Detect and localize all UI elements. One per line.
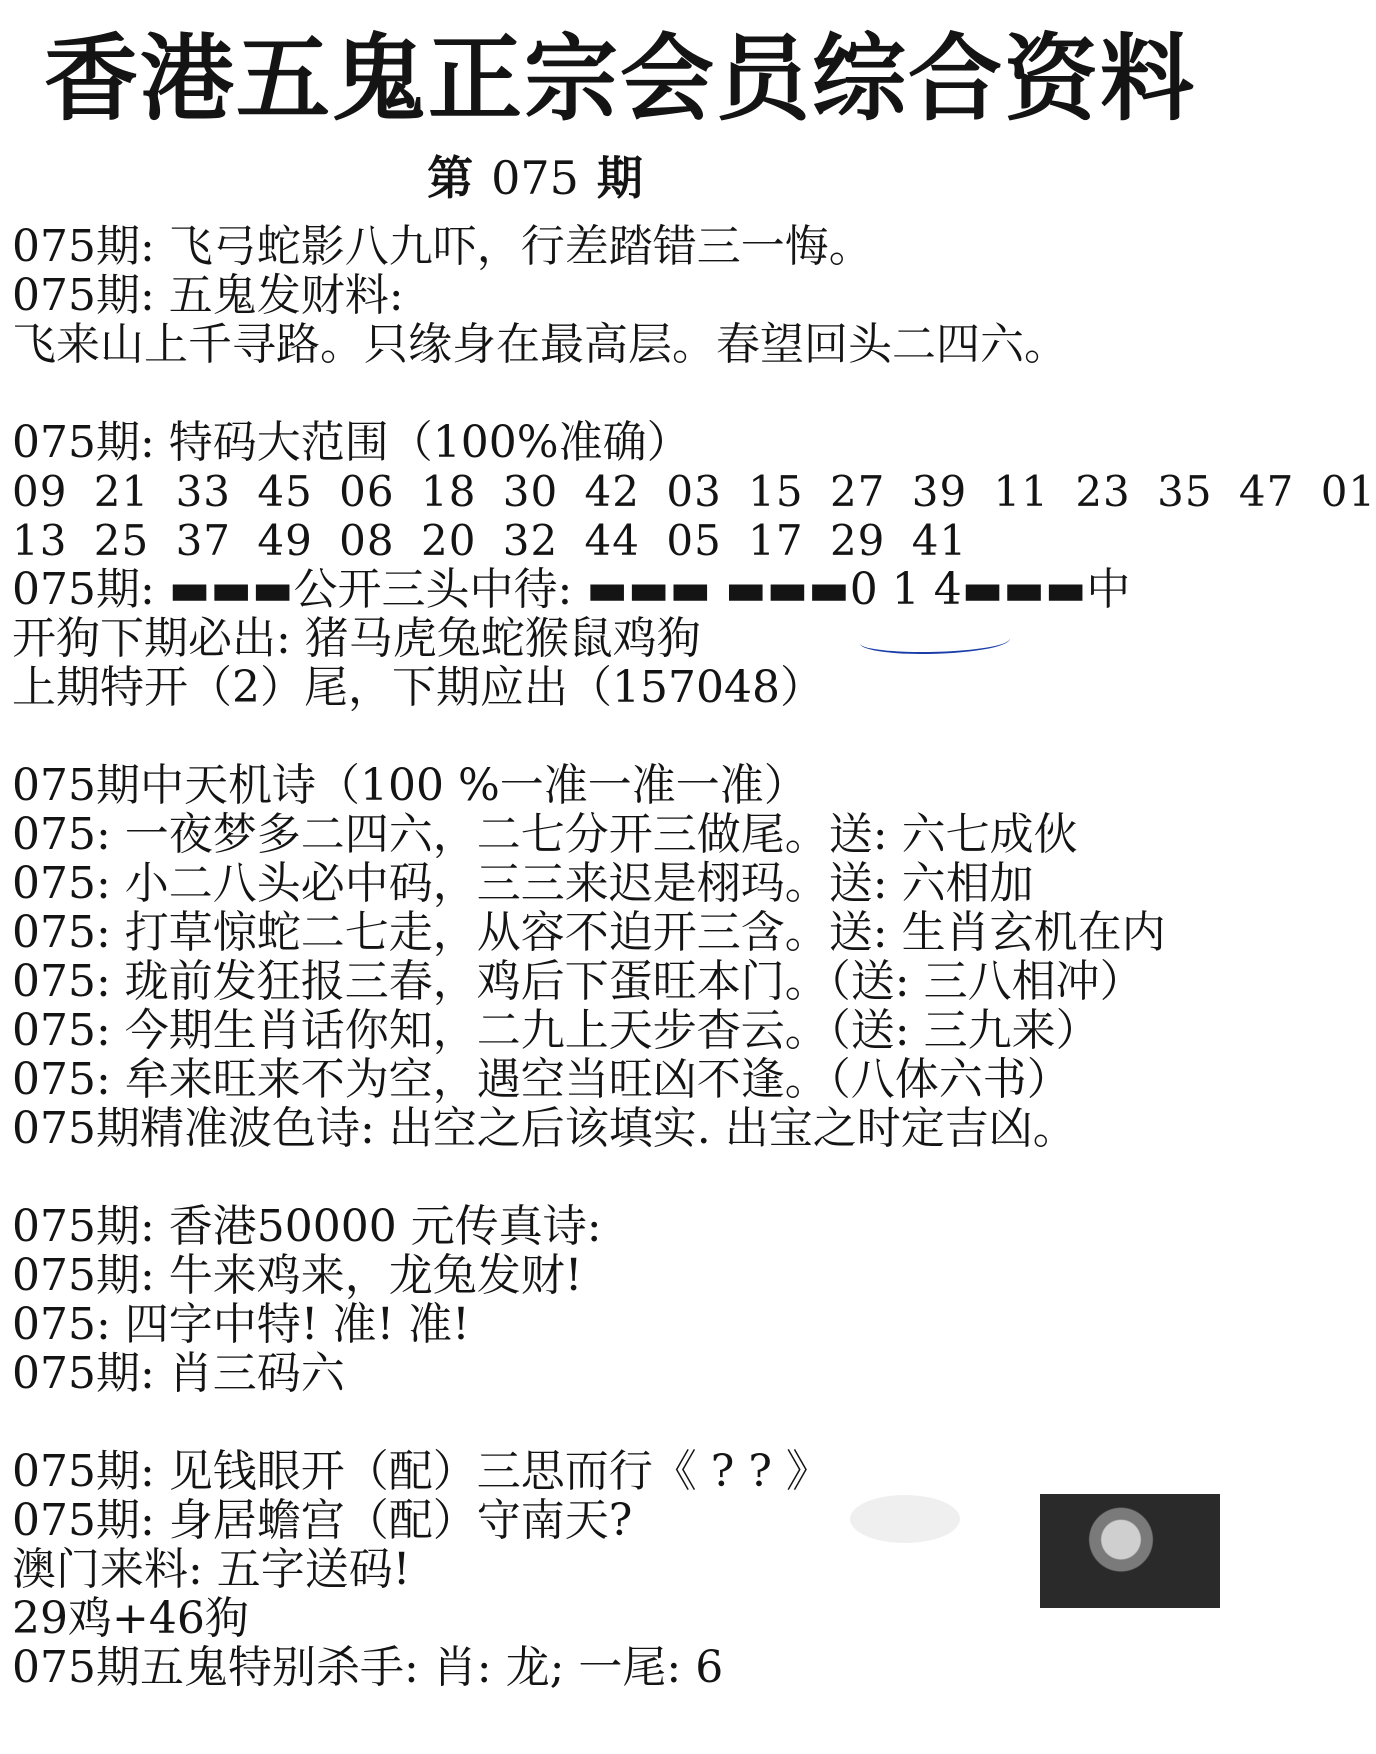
text-line: 飞来山上千寻路。只缘身在最高层。春望回头二四六。 [12,319,1068,370]
blank-line [12,1153,1232,1202]
text-line: 澳门来料: 五字送码! [12,1544,411,1595]
poem-line: 075: 一夜梦多二四六，二七分开三做尾。送: 六七成伙 [12,809,1078,860]
smudge-mark [850,1495,960,1543]
issue-suffix: 期 [596,151,643,205]
blank-line [12,1398,1232,1447]
number-row: 13 25 37 49 08 20 32 44 05 17 29 41 [12,516,968,565]
text-line: 075: 四字中特! 准! 准! [12,1299,470,1350]
text-line: 075期: 特码大范围（100%准确） [12,417,691,468]
text-line: 075期中天机诗（100 %一准一准一准） [12,760,808,811]
text-line: 075期精准波色诗: 出空之后该填实. 出宝之时定吉凶。 [12,1103,1077,1154]
poem-line: 075: 打草惊蛇二七走，从容不迫开三含。送: 生肖玄机在内 [12,907,1166,958]
text-line: 075期: 五鬼发财料: [12,270,404,321]
text-line: 075期: 飞弓蛇影八九吓，行差踏错三一悔。 [12,221,873,272]
text-line: 075期: 香港50000 元传真诗: [12,1201,602,1252]
blank-line [12,369,1232,418]
poem-line: 075: 小二八头必中码，三三来迟是栩玛。送: 六相加 [12,858,1034,909]
issue-prefix: 第 [427,151,474,205]
text-line: 29鸡+46狗 [12,1593,249,1644]
text-line: 075期五鬼特别杀手: 肖: 龙; 一尾: 6 [12,1642,724,1693]
text-line: 075期: ▬▬▬公开三头中待: ▬▬▬ ▬▬▬0 1 4▬▬▬中 [12,564,1131,615]
poem-line: 075: 珑前发狂报三春，鸡后下蛋旺本门。（送: 三八相冲） [12,956,1144,1007]
poem-line: 075: 今期生肖话你知，二九上天步杳云。（送: 三九来） [12,1005,1100,1056]
text-line: 075期: 身居蟾宫（配）守南天? [12,1495,633,1546]
text-line: 开狗下期必出: 猪马虎兔蛇猴鼠鸡狗 [12,613,701,664]
text-line: 075期: 肖三码六 [12,1348,345,1399]
text-line: 075期: 牛来鸡来，龙兔发财! [12,1250,583,1301]
portrait-photo [1040,1494,1220,1608]
issue-number: 075 [491,151,579,205]
page-title: 香港五鬼正宗会员综合资料 [43,25,1196,134]
poem-line: 075: 牟来旺来不为空，遇空当旺凶不逢。（八体六书） [12,1054,1071,1105]
text-line: 075期: 见钱眼开（配）三思而行《 ? ? 》 [12,1446,830,1497]
number-row: 09 21 33 45 06 18 30 42 03 15 27 39 11 23 35 47 01 [12,467,1376,516]
blank-line [12,712,1232,761]
issue-heading [0,148,1070,208]
text-line: 上期特开（2）尾，下期应出（157048） [12,662,824,713]
content-lines [12,221,1376,1693]
